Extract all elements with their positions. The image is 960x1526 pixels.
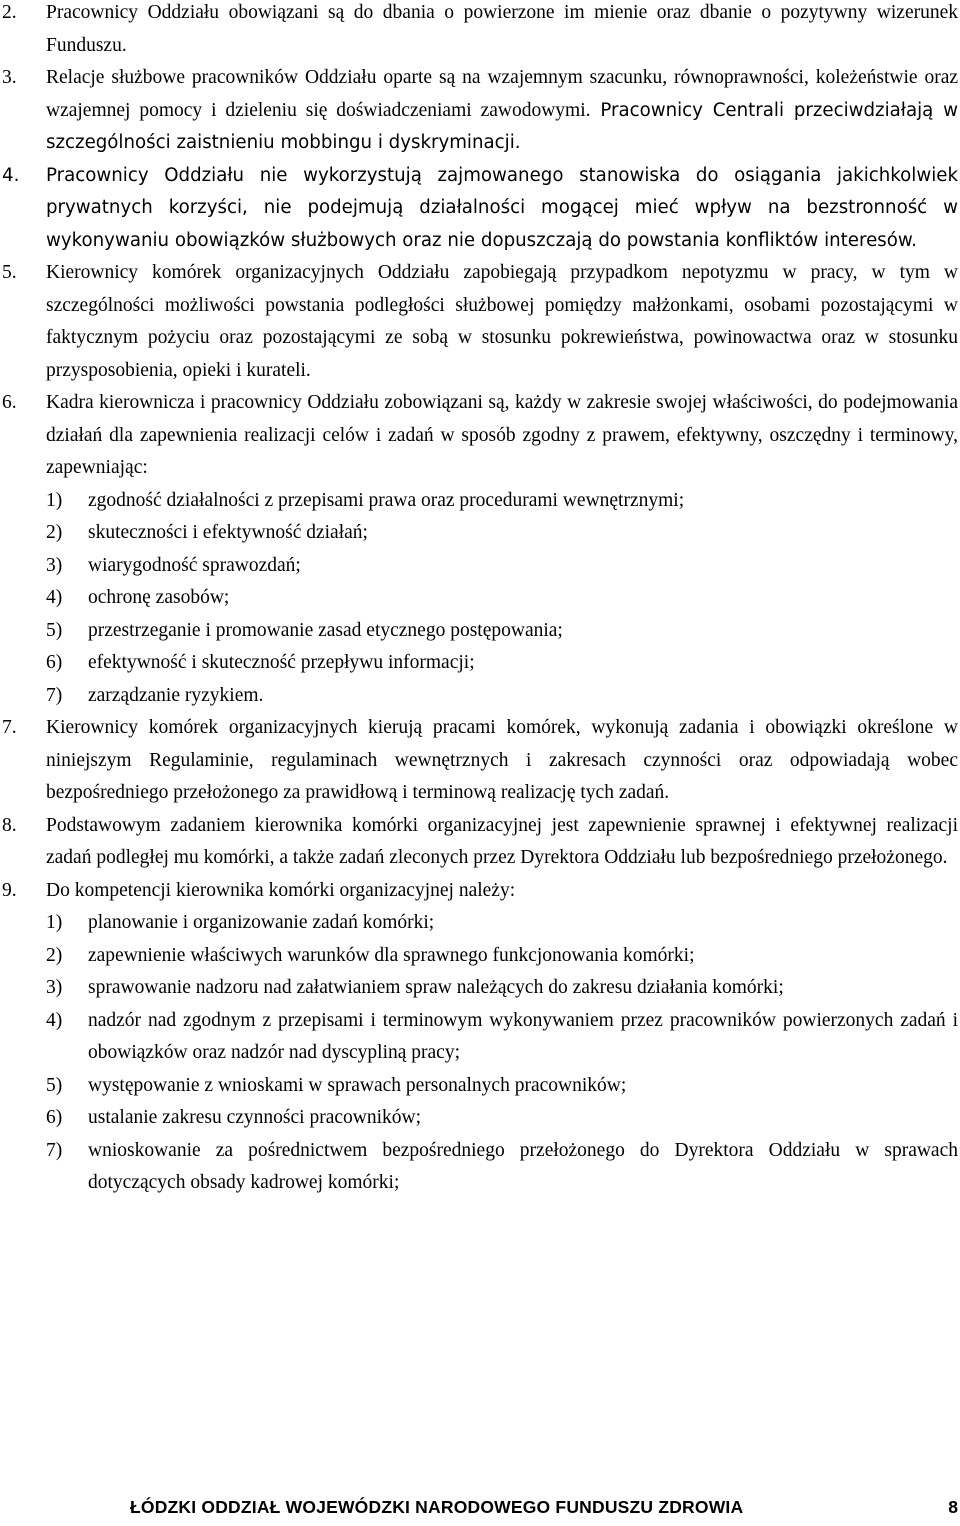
list-item — [0, 1135, 958, 1200]
list-item-text: zapewnienie właściwych warunków dla sprawnego funkcjonowania komórki; — [88, 944, 695, 966]
list-item-number: 2) — [46, 944, 63, 966]
list-item-text: planowanie i organizowanie zadań komórki; — [88, 912, 435, 933]
list-item — [0, 615, 958, 648]
list-item-text: wnioskowanie za pośrednictwem bezpośredniego przełożonego do Dyrektora Oddziału w sprawach dotyczących obsady kadrowej komórki; — [88, 1139, 958, 1193]
paragraph-6 — [0, 387, 958, 485]
paragraph-4 — [0, 160, 958, 258]
list-item-text: efektywność i skuteczność przepływu informacji; — [88, 652, 475, 673]
paragraph-text: Pracownicy Oddziału obowiązani są do dbania o powierzone im mienie oraz dbanie o pozytywny wizerunek Funduszu. — [46, 2, 958, 56]
list-item-number: 7) — [46, 684, 63, 706]
paragraph-9-sublist — [0, 907, 958, 1200]
list-item-number: 1) — [46, 912, 63, 933]
paragraph-number: 7. — [2, 717, 17, 738]
list-item — [0, 1005, 958, 1070]
list-item-text: wiarygodność sprawozdań; — [88, 554, 301, 576]
list-item — [0, 1102, 958, 1135]
paragraph-8 — [0, 810, 958, 875]
list-item-number: 4) — [46, 1009, 63, 1031]
paragraph-2 — [0, 0, 958, 62]
list-item — [0, 1070, 958, 1103]
paragraph-7 — [0, 712, 958, 810]
paragraph-number: 3. — [2, 67, 17, 88]
page-footer — [0, 1495, 960, 1519]
paragraph-text: Pracownicy Oddziału nie wykorzystują zajmowanego stanowiska do osiągania jakichkolwiek prywatnych korzyści, nie podejmują działalności mogącej mieć wpływ na bezstronność w wykonywaniu obowiązków służbowych oraz nie dopuszczają do powstania konfliktów interesów. — [46, 164, 958, 251]
list-item-number: 3) — [46, 554, 63, 576]
list-item — [0, 550, 958, 583]
paragraph-text: Relacje służbowe pracowników Oddziału oparte są na wzajemnym szacunku, równoprawności, koleżeństwie oraz wzajemnej pomocy i dzieleniu się doświadczeniami zawodowymi. — [46, 67, 958, 121]
list-item — [0, 582, 958, 615]
list-item — [0, 517, 958, 550]
list-item-text: ustalanie zakresu czynności pracowników; — [88, 1107, 422, 1128]
list-item-text: zarządzanie ryzykiem. — [88, 684, 264, 706]
list-item-number: 7) — [46, 1139, 63, 1161]
paragraph-9 — [0, 875, 958, 908]
paragraph-number: 9. — [2, 879, 17, 901]
list-item-text: skuteczności i efektywność działań; — [88, 522, 368, 543]
paragraph-5 — [0, 257, 958, 387]
list-item-text: zgodność działalności z przepisami prawa oraz procedurami wewnętrznymi; — [88, 489, 685, 511]
list-item-number: 1) — [46, 489, 63, 511]
paragraph-number: 6. — [2, 392, 17, 413]
list-item-text: sprawowanie nadzoru nad załatwianiem spraw należących do zakresu działania komórki; — [88, 977, 784, 998]
paragraph-number: 2. — [2, 2, 17, 23]
paragraph-6-sublist — [0, 485, 958, 713]
list-item-number: 5) — [46, 1074, 63, 1096]
paragraph-3 — [0, 62, 958, 160]
list-item-text: przestrzeganie i promowanie zasad etycznego postępowania; — [88, 619, 563, 641]
list-item-number: 3) — [46, 977, 63, 998]
paragraph-text: Kadra kierownicza i pracownicy Oddziału zobowiązani są, każdy w zakresie swojej właściwości, do podejmowania działań dla zapewnienia realizacji celów i zadań w sposób zgodny z prawem, efektywny, oszczędny i terminowy, zapewniając: — [46, 392, 958, 478]
list-item-number: 6) — [46, 1107, 63, 1128]
list-item-number: 4) — [46, 587, 63, 608]
paragraph-text: Kierownicy komórek organizacyjnych Oddziału zapobiegają przypadkom nepotyzmu w pracy, w tym w szczególności możliwości powstania podległości służbowej pomiędzy małżonkami, osobami pozostającymi w faktycznym pożyciu oraz pozostającymi ze sobą w stosunku pokrewieństwa, powinowactwa oraz w stosunku przysposobienia, opieki i kurateli. — [46, 262, 958, 381]
paragraph-text: Kierownicy komórek organizacyjnych kierują pracami komórek, wykonują zadania i obowiązki określone w niniejszym Regulaminie, regulaminach wewnętrznych i zakresach czynności oraz odpowiadają wobec bezpośredniego przełożonego za prawidłową i terminową realizację tych zadań. — [46, 717, 958, 803]
paragraph-number: 8. — [2, 814, 17, 836]
paragraph-text: Do kompetencji kierownika komórki organizacyjnej należy: — [46, 879, 516, 901]
list-item — [0, 907, 958, 940]
list-item-text: nadzór nad zgodnym z przepisami i terminowym wykonywaniem przez pracowników powierzonych zadań i obowiązków oraz nadzór nad dyscypliną pracy; — [88, 1009, 958, 1063]
paragraph-text: Podstawowym zadaniem kierownika komórki organizacyjnej jest zapewnienie sprawnej i efektywnej realizacji zadań podległej mu komórki, a także zadań zleconych przez Dyrektora Oddziału lub bezpośredniego przełożonego. — [46, 814, 958, 868]
page-number: 8 — [948, 1497, 958, 1517]
paragraph-text-wrapper — [46, 62, 958, 160]
list-item-number: 2) — [46, 522, 63, 543]
list-item — [0, 485, 958, 518]
footer-title: ŁÓDZKI ODDZIAŁ WOJEWÓDZKI NARODOWEGO FUNDUSZU ZDROWIA — [130, 1497, 744, 1517]
list-item-number: 6) — [46, 652, 63, 673]
list-item-text: występowanie z wnioskami w sprawach personalnych pracowników; — [88, 1074, 627, 1096]
paragraph-text-sans: Pracownicy Centrali przeciwdziałają w szczególności zaistnieniu mobbingu i dyskryminacji. — [46, 99, 958, 153]
list-item-text: ochronę zasobów; — [88, 587, 230, 608]
list-item-number: 5) — [46, 619, 63, 641]
list-item — [0, 680, 958, 713]
list-item — [0, 647, 958, 680]
paragraph-number: 4. — [2, 164, 20, 186]
list-item — [0, 972, 958, 1005]
paragraph-number: 5. — [2, 262, 17, 283]
list-item — [0, 940, 958, 973]
